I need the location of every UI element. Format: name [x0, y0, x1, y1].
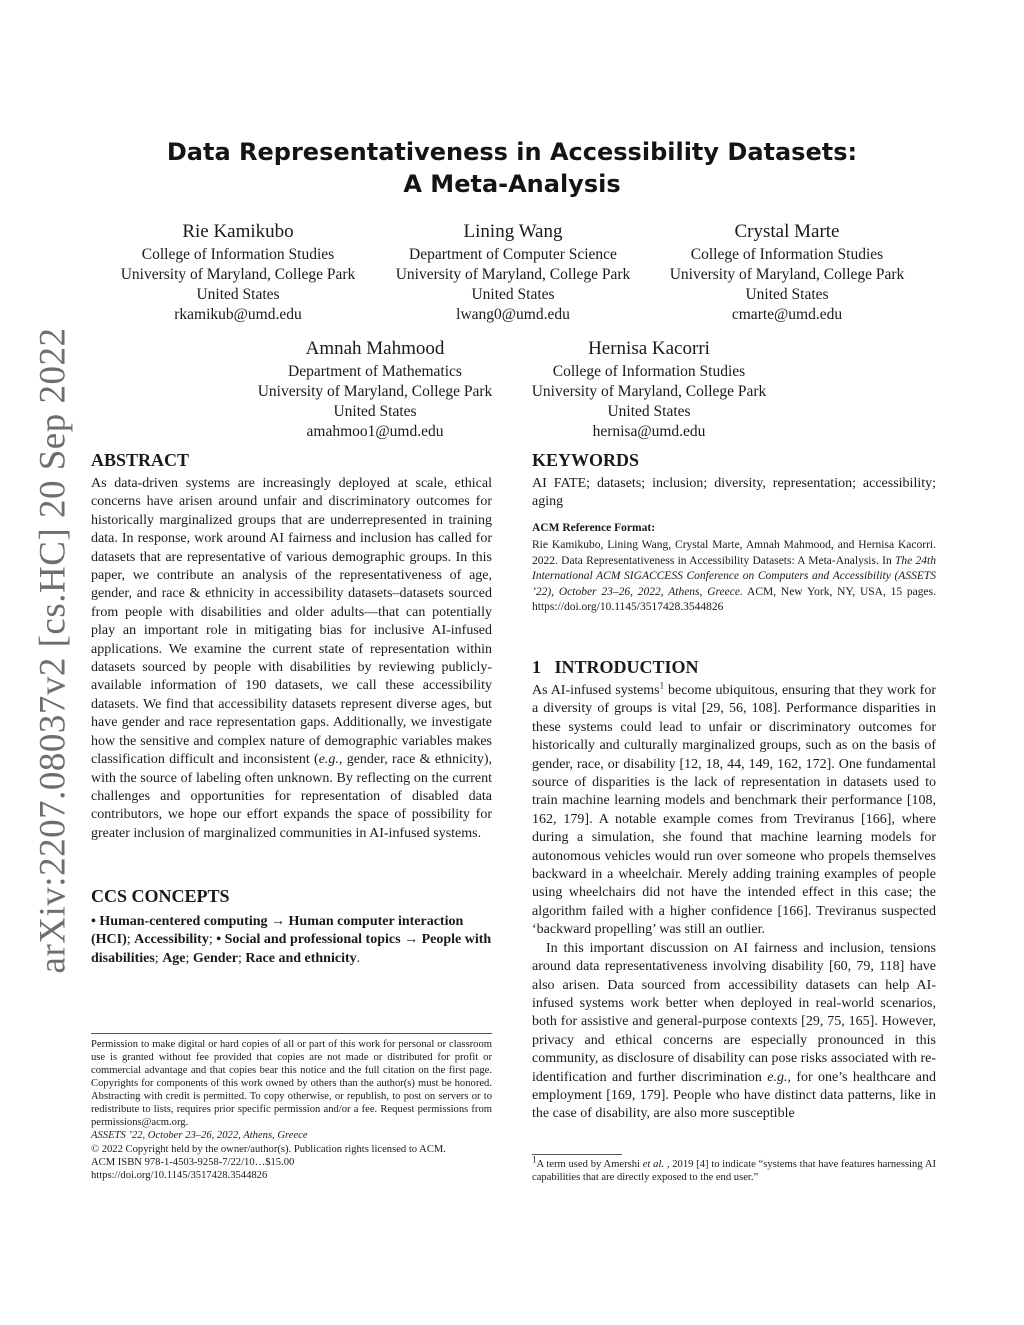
ccs-heading: CCS CONCEPTS	[91, 886, 230, 906]
author-block	[373, 221, 653, 325]
arxiv-stamp	[26, 327, 80, 973]
ccs-text: • Human-centered computing → Human computer interaction (HCI); Accessibility; • Social and professional topics → People with disabilities; Age; Gender; Race and ethnicity.	[91, 914, 492, 966]
footnote-marker: 1	[659, 680, 665, 691]
author-country: United States	[333, 403, 417, 420]
acm-reference-text: Rie Kamikubo, Lining Wang, Crystal Marte, Amnah Mahmood, and Hernisa Kacorri. 2022. Data Representativeness in Accessibility Datasets: A Meta-Analysis. In The 24th International ACM SIGACCESS Conference on Computers and Accessibility (ASSETS ’22), October 23–26, 2022, Athens, Greece. ACM, New York, NY, USA, 15 pages. https://doi.org/10.1145/3517428.3544826	[532, 539, 936, 613]
author-univ: University of Maryland, College Park	[395, 266, 631, 283]
footnote	[532, 1154, 937, 1184]
abstract-text: As data-driven systems are increasingly deployed at scale, ethical concerns have arisen around unfair and discriminatory outcomes for historically marginalized groups that are underrepresented in training data. In response, work around AI fairness and inclusion has called for datasets that are representative of various demographic groups. In this paper, we contribute an analysis of the representativeness of age, gender, and race & ethnicity in accessibility datasets–datasets sourced from people with disabilities and older adults—that can potentially play an important role in mitigating bias for inclusive AI-infused applications. We examine the current state of representation within datasets sourced by people with disabilities by reviewing publicly-available information of 190 datasets, we call these accessibility datasets. We find that accessibility datasets represent diverse ages, but have gender and race representation gaps. Additionally, we investigate how the sensitive and complex nature of demographic variables makes classification difficult and inconsistent (e.g., gender, race & ethnicity), with the source of labeling often unknown. By reflecting on the current challenges and opportunities for representation of disabled data contributors, we hope our effort expands the space of possibility for greater inclusion of marginalized communities in AI-infused systems.	[91, 476, 492, 841]
author-block	[98, 221, 378, 325]
abstract-heading: ABSTRACT	[91, 450, 190, 470]
footer-rule	[91, 1033, 492, 1034]
author-block	[647, 221, 927, 325]
arxiv-id: arXiv:2207.08037v2 [cs.HC] 20 Sep 2022	[32, 327, 74, 973]
author-email[interactable]: amahmoo1@umd.edu	[306, 423, 444, 440]
keywords-section	[532, 449, 936, 512]
title-line-2: A Meta-Analysis	[403, 170, 621, 198]
author-block	[235, 338, 515, 442]
author-univ: University of Maryland, College Park	[531, 383, 767, 400]
author-email[interactable]: cmarte@umd.edu	[731, 306, 843, 323]
author-dept: College of Information Studies	[141, 246, 335, 263]
venue-line: ASSETS ’22, October 23–26, 2022, Athens, Greece	[91, 1130, 308, 1141]
author-dept: Department of Computer Science	[409, 246, 617, 263]
author-name: Crystal Marte	[734, 221, 840, 242]
footnote-rule	[532, 1154, 622, 1155]
keywords-heading: KEYWORDS	[532, 450, 640, 470]
acm-reference-section	[532, 520, 936, 616]
footnote-text: $^1$A term used by Amershi et al. , 2019 [4] to indicate “systems that have features harnessing AI capabilities that are directly exposed to the end user.”	[532, 1154, 937, 1183]
paper-title	[0, 136, 1024, 200]
author-univ: University of Maryland, College Park	[120, 266, 356, 283]
permission-block	[91, 1038, 492, 1182]
author-dept: College of Information Studies	[552, 363, 746, 380]
keywords-text: AI FATE; datasets; inclusion; diversity, representation; accessibility; aging	[532, 476, 936, 510]
author-country: United States	[745, 286, 829, 303]
author-name: Hernisa Kacorri	[588, 338, 710, 359]
permission-text: Permission to make digital or hard copies of all or part of this work for personal or classroom use is granted without fee provided that copies are not made or distributed for profit or commercial advantage and that copies bear this notice and the full citation on the first page. Copyrights for components of this work owned by others than the author(s) must be honored. Abstracting with credit is permitted. To copy otherwise, or republish, to post on servers or to redistribute to lists, requires prior specific permission and/or a fee. Request permissions from permissions@acm.org.	[91, 1039, 492, 1128]
author-country: United States	[607, 403, 691, 420]
author-name: Amnah Mahmood	[305, 338, 445, 359]
intro-paragraph: As AI-infused systems$^1$ become ubiquitous, ensuring that they work for a diversity of groups is vital [29, 56, 108]. Performance disparities in these systems could lead to unfair or discriminatory outcomes for historically and culturally marginalized groups, such as on the basis of gender, race, or disability [12, 18, 44, 149, 162, 172]. One fundamental source of disparities is the lack of representation in datasets used to train machine learning models and benchmark their performance [108, 162, 179]. A notable example comes from Treviranus [166], where during a simulation, she found that machine learning models for autonomous vehicles would run over someone who propels themselves backward in a wheelchair. Merely adding training examples of people using wheelchairs did not have the intended effect in this case; the algorithm failed with a higher confidence [166]. Treviranus suspected ‘backward propelling’ was still an outlier.	[532, 680, 936, 938]
introduction-section	[532, 656, 936, 1124]
author-email[interactable]: rkamikub@umd.edu	[174, 306, 302, 323]
author-name: Rie Kamikubo	[182, 221, 294, 242]
author-country: United States	[471, 286, 555, 303]
title-line-1: Data Representativeness in Accessibility Datasets:	[166, 138, 858, 166]
intro-paragraph: In this important discussion on AI fairness and inclusion, tensions around data representativeness involving disability [60, 79, 118] have also arisen. Data sourced from accessibility datasets can help AI-infused systems work better when deployed in real-world scenarios, both for assistive and general-purpose contexts [29, 75, 165]. However, privacy and ethical concerns are especially pronounced in this community, as disclosure of disability can pose risks associated with re-identification and further discrimination e.g., for one’s healthcare and employment [169, 179]. People who have distinct data patterns, like in the case of disability, are also more susceptible	[532, 940, 936, 1122]
author-univ: University of Maryland, College Park	[257, 383, 493, 400]
ccs-section	[91, 885, 492, 968]
doi-link[interactable]: https://doi.org/10.1145/3517428.3544826	[91, 1170, 268, 1181]
author-country: United States	[196, 286, 280, 303]
author-block	[509, 338, 789, 442]
author-email[interactable]: hernisa@umd.edu	[592, 423, 706, 440]
isbn-line: ACM ISBN 978-1-4503-9258-7/22/10…$15.00	[91, 1157, 295, 1168]
introduction-heading: 1 INTRODUCTION	[532, 657, 699, 677]
author-univ: University of Maryland, College Park	[669, 266, 905, 283]
author-dept: Department of Mathematics	[288, 363, 462, 380]
acm-reference-heading: ACM Reference Format:	[532, 522, 656, 534]
copyright-line: © 2022 Copyright held by the owner/author(s). Publication rights licensed to ACM.	[91, 1144, 446, 1155]
author-dept: College of Information Studies	[690, 246, 884, 263]
author-name: Lining Wang	[463, 221, 563, 242]
author-email[interactable]: lwang0@umd.edu	[456, 306, 570, 323]
abstract-section	[91, 449, 492, 843]
